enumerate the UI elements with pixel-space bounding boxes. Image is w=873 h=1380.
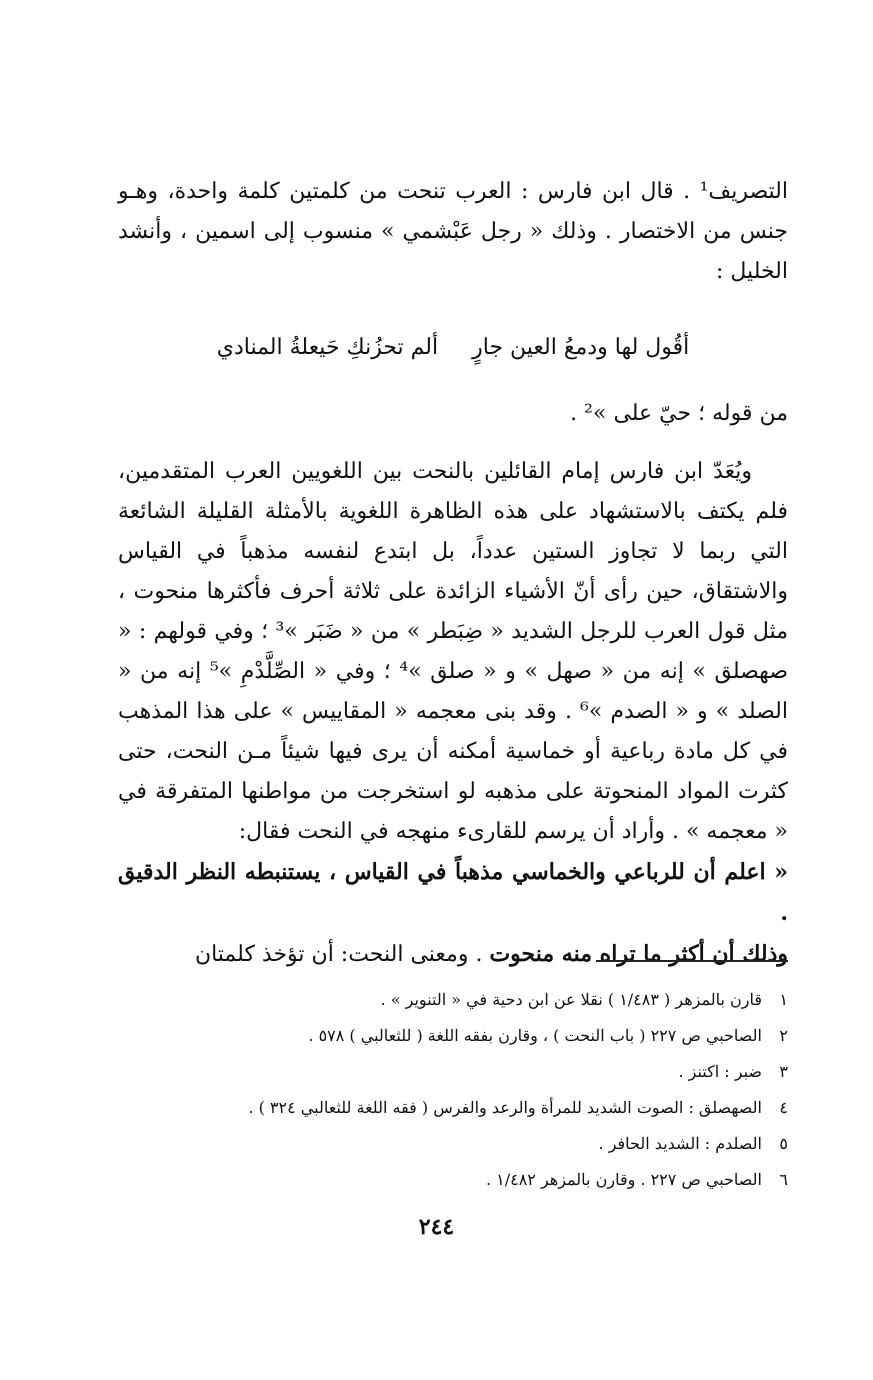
footnote (180, 1126, 788, 1162)
footnote-text: الصلدم : الشديد الحافر . (598, 1134, 762, 1153)
footnote-text: الصهصلق : الصوت الشديد للمرأة والرعد والفرس ( فقه اللغة للثعالبي ٣٢٤ ) . (248, 1098, 762, 1117)
paragraph-intro: التصريف¹ . قال ابن فارس : العرب تنحت من كلمتين كلمة واحدة، وهـو جنس من الاختصار . وذلك « رجل عَبْشمي » منسوب إلى اسمين ، وأنشد الخليل : (118, 179, 788, 284)
footnote-text: الصاحبي ص ٢٢٧ . وقارن بالمزهر ١/٤٨٢ . (485, 1170, 762, 1189)
verse-first-hemistich: أقُول لها ودمعُ العين جارٍ (472, 335, 690, 360)
footnote-separator (596, 960, 788, 962)
quote-bold-phrase: وذلك أن أكثر ما تراه منه منحوت (489, 941, 788, 967)
footnote (180, 1090, 788, 1126)
poetry-verse (118, 328, 788, 368)
footnote-number: ٥ (779, 1134, 788, 1153)
main-text (118, 172, 788, 975)
paragraph-after-verse: من قوله ؛ حيّ على »² . (570, 401, 788, 426)
footnote (180, 1162, 788, 1198)
footnote-text: الصاحبي ص ٢٢٧ ( باب النحت ) ، وقارن بفقه اللغة ( للثعالبي ) ٥٧٨ . (308, 1026, 762, 1045)
paragraph-quote (118, 852, 788, 975)
page-number: ٢٤٤ (418, 1214, 455, 1240)
footnote-text: قارن بالمزهر ( ١/٤٨٣ ) نقلا عن ابن دحية في « التنوير » . (380, 990, 762, 1009)
footnote-number: ٦ (779, 1170, 788, 1189)
verse-second-hemistich: ألم تحزُنكِ حَيعلةُ المنادي (216, 335, 439, 360)
quote-bold-line: « اعلم أن للرباعي والخماسي مذهباً في القياس ، يستنبطه النظر الدقيق . (118, 859, 788, 926)
quote-continuation: . ومعنى النحت: أن تؤخذ كلمتان (194, 942, 490, 967)
footnote-text: ضبر : اكتنز . (678, 1062, 762, 1081)
footnote (180, 982, 788, 1018)
footnote (180, 1018, 788, 1054)
footnotes (180, 982, 788, 1198)
footnote-number: ٢ (779, 1026, 788, 1045)
paragraph-ibn-faris: ويُعَدّ ابن فارس إمام القائلين بالنحت بين اللغويين العرب المتقدمين، فلم يكتف بالاستشهاد على هذه الظاهرة اللغوية بالأمثلة القليلة الشائعة التي ربما لا تجاوز الستين عدداً، بل ابتدع لنفسه مذهباً في القياس والاشتقاق، حين رأى أنّ الأشياء الزائدة على ثلاثة أحرف فأكثرها منحوت ، مثل قول العرب للرجل الشديد « ضِبَطر » من « ضَبَر »³ ؛ وفي قولهم : « صهصلق » إنه من « صهل » و « صلق »⁴ ؛ وفي « الصِّلَّدْمِ »⁵ إنه من « الصلد » و « الصدم »⁶ . وقد بنى معجمه « المقاييس » على هذا المذهب في كل مادة رباعية أو خماسية أمكنه أن يرى فيها شيئاً مـن النحت، حتى كثرت المواد المنحوتة على مذهبه لو استخرجت من مواطنها المتفرقة في « معجمه » . وأراد أن يرسم للقارىء منهجه في النحت فقال: (118, 459, 789, 844)
footnote (180, 1054, 788, 1090)
footnote-number: ٤ (779, 1098, 788, 1117)
footnote-number: ٣ (779, 1062, 788, 1081)
footnote-number: ١ (779, 990, 788, 1009)
